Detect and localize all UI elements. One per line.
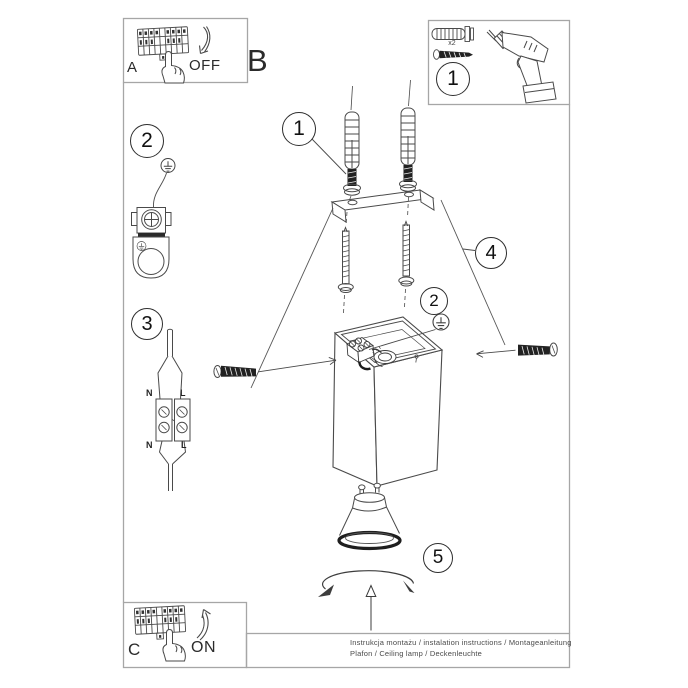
gu10-bulb: [339, 483, 400, 548]
breaker-panel-icon-c: [134, 606, 186, 641]
callout-5-bulb: 5: [423, 543, 453, 573]
anchor-quantity-label: x2: [448, 40, 456, 47]
callout-4-bracket: 4: [475, 237, 507, 269]
wire-label-l-top: L: [180, 388, 186, 398]
earth-symbol-left: [161, 159, 175, 173]
callout-1-leader: [311, 138, 346, 174]
projection-line-right: [441, 200, 505, 345]
side-screw-left: [214, 357, 336, 377]
wire-label-n-bottom: N: [146, 440, 153, 450]
switch-on-arrow-icon: [197, 610, 211, 641]
switch-off-label: OFF: [189, 57, 221, 74]
side-screw-right: [477, 343, 558, 357]
parts-step-number: 1: [436, 62, 470, 96]
section-b-label: B: [247, 43, 268, 78]
wire-label-l-bottom: L: [181, 440, 187, 450]
wire-label-n-top: N: [146, 388, 153, 398]
ground-clamp: [132, 173, 172, 278]
callout-2-ground-left: 2: [130, 124, 164, 158]
breaker-panel-icon: [137, 27, 189, 62]
callout-3-wiring: 3: [131, 308, 163, 340]
rotate-arrow: [318, 571, 415, 597]
screw-icon: [434, 50, 474, 60]
switch-off-arrow-icon: [200, 27, 210, 54]
step-a-label: A: [127, 59, 138, 76]
footer-line-2: Plafon / Ceiling lamp / Deckenleuchte: [350, 649, 483, 658]
ceiling-anchor-right: [400, 80, 417, 195]
projection-line-left: [251, 208, 333, 388]
wiring-diagram: [156, 329, 190, 491]
callout-1-anchors: 1: [282, 112, 316, 146]
switch-on-label: ON: [191, 639, 216, 656]
footer-line-1: Instrukcja montażu / instalation instructions / Montageanleitung: [350, 638, 572, 647]
lamp-cube-body: [333, 317, 442, 486]
callout-4-leader: [463, 249, 475, 251]
step-c-label: C: [128, 640, 141, 659]
callout-2-ground-mid: 2: [420, 287, 448, 315]
bracket-screw-right: [399, 197, 414, 307]
footer-caption: [350, 637, 572, 659]
pointing-hand-icon: [162, 52, 184, 84]
drill-icon: [487, 30, 556, 103]
insert-up-arrow: [366, 586, 376, 631]
earth-symbol-mid: [433, 314, 449, 330]
bracket-screw-left: [338, 212, 353, 313]
ceiling-anchor-left: [344, 86, 361, 200]
pointing-hand-icon-c: [163, 630, 185, 662]
